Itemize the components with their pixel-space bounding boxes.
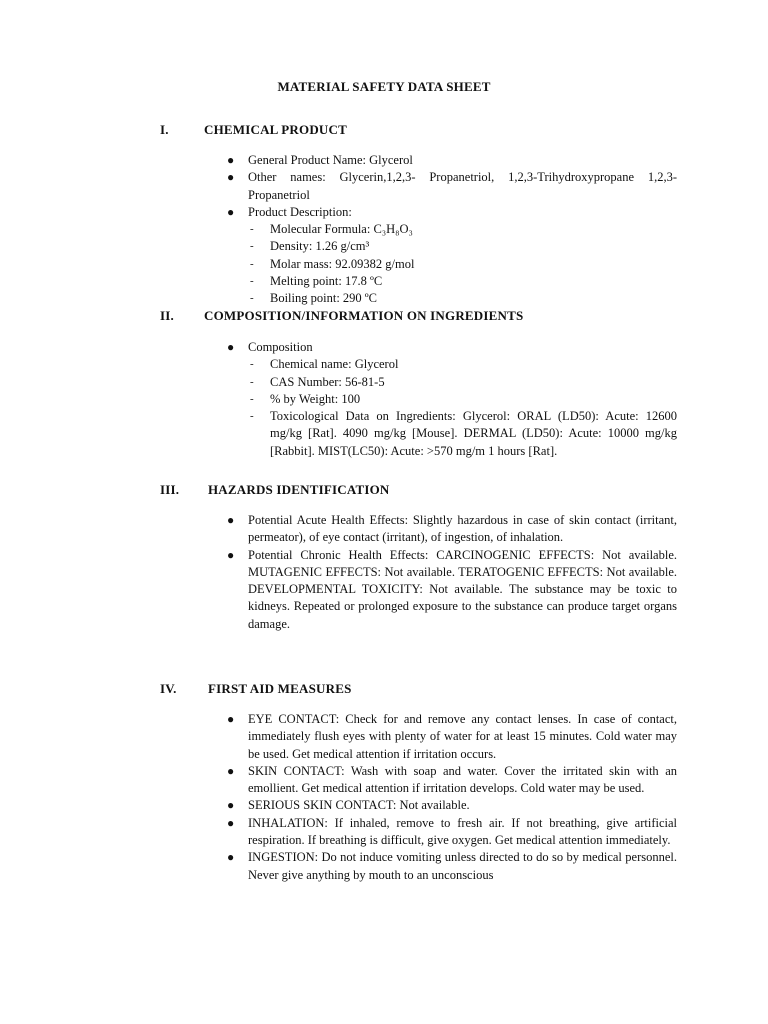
sublist-item <box>248 391 677 408</box>
bullet-icon: ● <box>227 170 235 185</box>
sublist-item <box>248 273 677 290</box>
sublist-item <box>248 408 677 460</box>
section-number: I. <box>160 122 169 137</box>
section-title: COMPOSITION/INFORMATION ON INGREDIENTS <box>204 308 524 323</box>
section-number: II. <box>160 308 174 323</box>
section-title: CHEMICAL PRODUCT <box>204 122 347 137</box>
dash-icon: - <box>250 223 254 236</box>
list-item-text: Potential Chronic Health Effects: CARCINOGENIC EFFECTS: Not available. MUTAGENIC EFFECTS: Not available. TERATOGENIC EFFECTS: Not available. DEVELOPMENTAL TOXICITY: Not available. The substance may be toxic to kidneys. Repeated or prolonged exposure to the substance can produce target organs damage. <box>248 547 677 631</box>
dash-icon: - <box>250 240 254 253</box>
section-chemical-product <box>0 122 768 140</box>
hazards-list <box>0 512 768 633</box>
bullet-icon: ● <box>227 798 235 813</box>
list-item <box>0 763 677 798</box>
sublist-item-text: Boiling point: 290 ºC <box>270 291 378 306</box>
bullet-icon: ● <box>227 815 235 830</box>
sublist-item <box>248 374 677 391</box>
list-item-text: SERIOUS SKIN CONTACT: Not available. <box>248 798 470 813</box>
bullet-icon: ● <box>227 712 235 726</box>
list-item <box>0 339 677 460</box>
section-heading <box>0 308 768 326</box>
list-item <box>0 169 677 204</box>
section-title: FIRST AID MEASURES <box>208 681 352 696</box>
list-item-text: Other names: Glycerin,1,2,3- Propanetriol, 1,2,3-Trihydroxypropane 1,2,3-Propanetriol <box>248 170 677 202</box>
bullet-icon: ● <box>227 547 235 562</box>
composition-list <box>0 339 768 460</box>
list-item <box>0 711 677 763</box>
sublist-item <box>248 238 677 255</box>
list-item <box>0 512 677 547</box>
bullet-icon: ● <box>227 153 235 167</box>
section-number: IV. <box>160 681 177 696</box>
list-item-text: INGESTION: Do not induce vomiting unless directed to do so by medical personnel. Never give anything by mouth to an unconscious <box>248 850 677 882</box>
list-item <box>0 797 677 814</box>
section-title: HAZARDS IDENTIFICATION <box>208 482 390 497</box>
list-item <box>0 204 677 308</box>
section-heading <box>0 482 768 500</box>
sublist-item-text: CAS Number: 56-81-5 <box>270 374 385 389</box>
section-number: III. <box>160 482 180 497</box>
list-item-text: General Product Name: Glycerol <box>248 153 413 167</box>
list-item-text: INHALATION: If inhaled, remove to fresh air. If not breathing, give artificial respiration. If breathing is difficult, give oxygen. Get medical attention immediately. <box>248 815 677 848</box>
bullet-icon: ● <box>227 340 235 354</box>
first-aid-list <box>0 711 768 884</box>
list-item <box>0 152 677 169</box>
sublist-item <box>248 221 677 238</box>
sublist-item-text: % by Weight: 100 <box>270 391 361 406</box>
sublist-item-text: Melting point: 17.8 ºC <box>270 274 383 289</box>
sublist-item-text: Molecular Formula: C₃H₈O₃ <box>270 222 413 237</box>
section-first-aid <box>0 681 768 699</box>
list-item-text: Composition <box>248 340 313 354</box>
dash-icon: - <box>250 410 254 423</box>
composition-sublist <box>248 356 677 460</box>
list-item-text: Potential Acute Health Effects: Slightly hazardous in case of skin contact (irritant, permeator), of eye contact (irritant), of ingestion, of inhalation. <box>248 513 677 545</box>
section-heading <box>0 681 768 699</box>
list-item <box>0 849 677 884</box>
sublist-item-text: Chemical name: Glycerol <box>270 357 399 372</box>
list-item-text: EYE CONTACT: Check for and remove any contact lenses. In case of contact, immediately flush eyes with plenty of water for at least 15 minutes. Cold water may be used. Get medical attention if irritation occurs. <box>248 712 677 761</box>
sublist-item <box>248 256 677 273</box>
sublist-item-text: Density: 1.26 g/cm³ <box>270 239 370 254</box>
bullet-icon: ● <box>227 204 235 219</box>
section-composition <box>0 308 768 326</box>
sublist-item <box>248 290 677 307</box>
bullet-icon: ● <box>227 850 235 865</box>
document-title: MATERIAL SAFETY DATA SHEET <box>277 79 491 94</box>
list-item <box>0 815 677 850</box>
bullet-icon: ● <box>227 513 235 527</box>
dash-icon: - <box>250 375 254 388</box>
dash-icon: - <box>250 257 254 270</box>
list-item-text: SKIN CONTACT: Wash with soap and water. Cover the irritated skin with an emollient. Get medical attention if irritation develops. Cold water may be used. <box>248 763 677 796</box>
sublist-item <box>248 356 677 373</box>
section-hazards <box>0 482 768 500</box>
dash-icon: - <box>250 292 254 305</box>
bullet-icon: ● <box>227 763 235 778</box>
product-description-sublist <box>248 221 677 307</box>
sublist-item-text: Molar mass: 92.09382 g/mol <box>270 256 415 271</box>
sublist-item-text: Toxicological Data on Ingredients: Glycerol: ORAL (LD50): Acute: 12600 mg/kg [Rat]. 4090 mg/kg [Mouse]. DERMAL (LD50): Acute: 10000 mg/kg [Rabbit]. MIST(LC50): Acute: >570 mg/m 1 hours [Rat]. <box>270 409 677 458</box>
dash-icon: - <box>250 358 254 371</box>
dash-icon: - <box>250 275 254 288</box>
list-item-text: Product Description: <box>248 204 352 219</box>
list-item <box>0 547 677 633</box>
section-heading <box>0 122 768 140</box>
chemical-product-list <box>0 152 768 308</box>
dash-icon: - <box>250 392 254 405</box>
